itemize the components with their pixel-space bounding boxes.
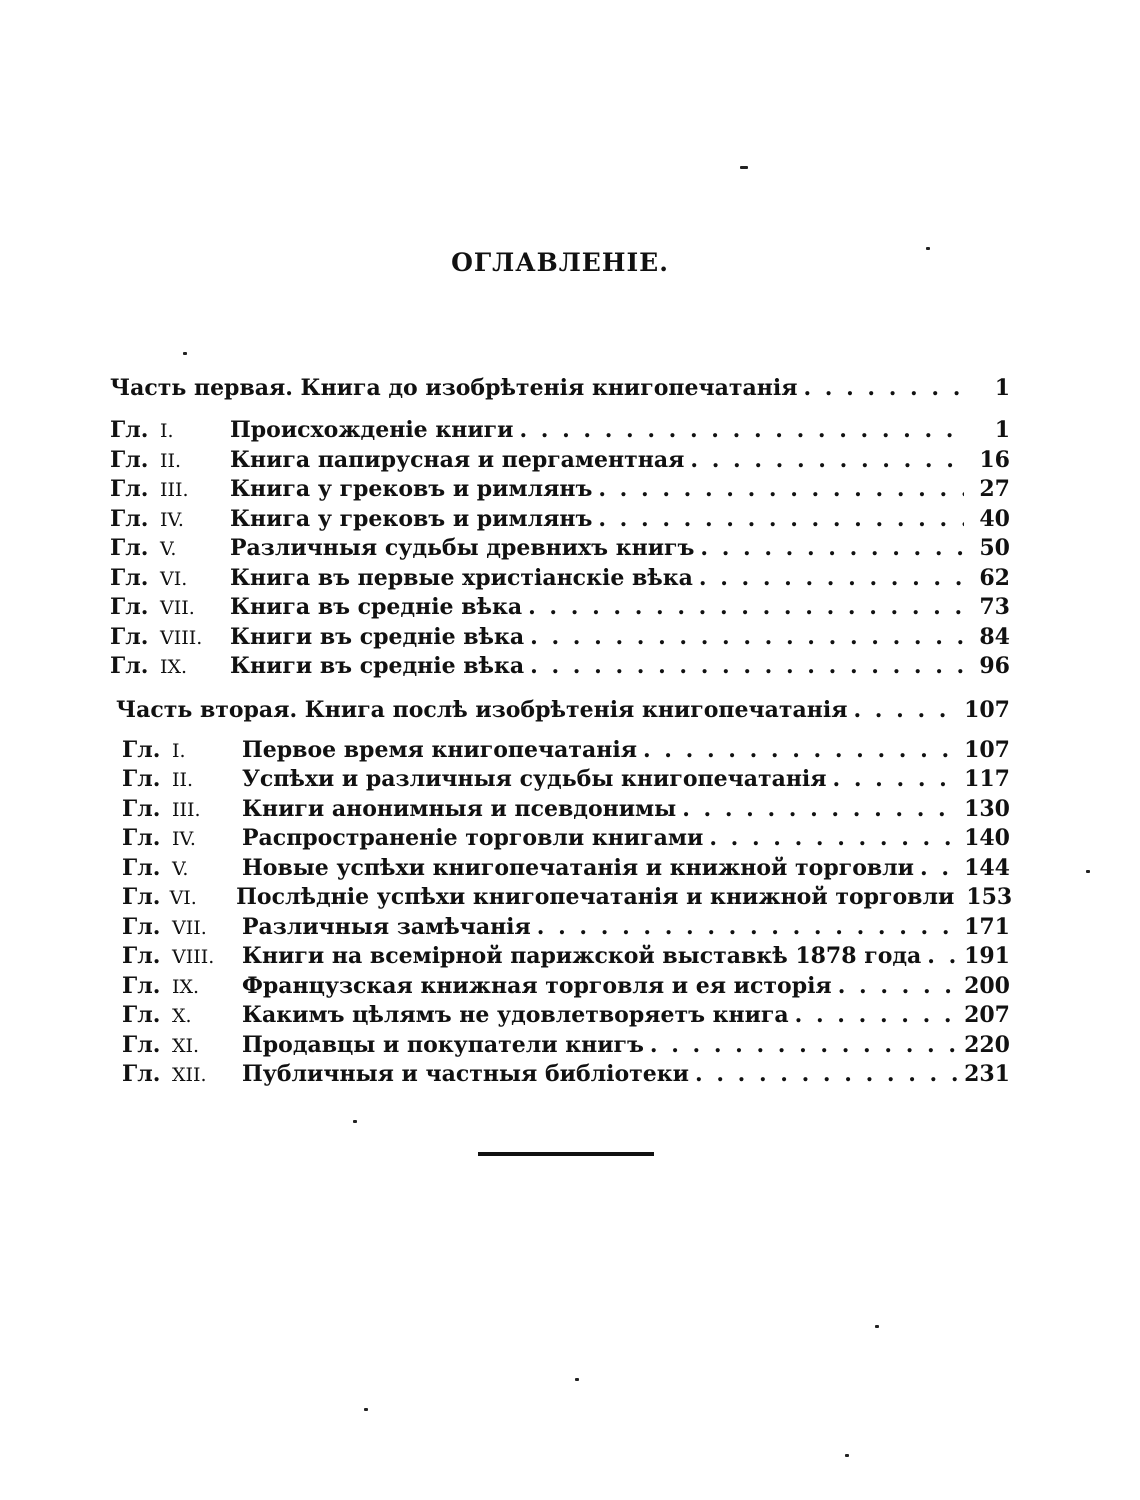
leader-dots xyxy=(690,446,964,476)
chapter-title: Книги въ средніе вѣка xyxy=(230,653,525,679)
chapter-number: VIII. xyxy=(160,626,203,649)
toc-entry xyxy=(122,972,1010,1002)
chapter-abbr: Гл. xyxy=(122,1061,161,1087)
chapter-number: VIII. xyxy=(172,946,215,968)
leader-dots xyxy=(833,765,959,795)
chapter-list-second xyxy=(110,736,1013,1090)
toc-entry xyxy=(122,795,1010,825)
leader-dots xyxy=(537,913,958,943)
toc-entry xyxy=(122,1001,1010,1031)
toc-entry xyxy=(122,1060,1010,1090)
toc-entry xyxy=(122,736,1010,766)
chapter-abbr: Гл. xyxy=(110,446,149,473)
chapter-number: I. xyxy=(172,739,186,762)
leader-dots xyxy=(695,1060,958,1090)
chapter-number: II. xyxy=(172,769,194,791)
chapter-title: Первое время книгопечатанія xyxy=(242,736,637,763)
chapter-abbr: Гл. xyxy=(110,623,149,650)
chapter-abbr: Гл. xyxy=(110,564,149,591)
chapter-title: Успѣхи и различныя судьбы книгопечатанія xyxy=(242,766,827,792)
chapter-abbr: Гл. xyxy=(122,972,161,999)
chapter-number: IX. xyxy=(160,656,188,678)
part-heading-second xyxy=(110,692,1010,728)
print-speck xyxy=(183,352,187,355)
chapter-page-number: 200 xyxy=(964,972,1010,999)
toc-entry xyxy=(110,564,1010,594)
leader-dots xyxy=(699,564,964,594)
leader-dots xyxy=(519,416,964,446)
toc-entry xyxy=(110,416,1010,446)
leader-dots xyxy=(927,942,958,972)
chapter-abbr: Гл. xyxy=(110,505,149,532)
chapter-page-number: 16 xyxy=(979,446,1010,473)
chapter-title: Различныя замѣчанія xyxy=(242,913,531,940)
chapter-number: I. xyxy=(160,420,174,442)
chapter-title: Книга въ первые христіанскіе вѣка xyxy=(230,564,693,591)
page-title: ОГЛАВЛЕНІЕ. xyxy=(451,248,669,277)
chapter-page-number: 1 xyxy=(994,417,1010,443)
toc-entry xyxy=(110,652,1010,682)
chapter-number: VI. xyxy=(169,887,197,909)
chapter-title: Публичныя и частныя библіотеки xyxy=(242,1061,690,1087)
toc-entry xyxy=(110,475,1010,505)
chapter-page-number: 140 xyxy=(964,825,1010,851)
chapter-page-number: 231 xyxy=(964,1061,1010,1087)
chapter-list-first xyxy=(110,416,1010,682)
chapter-page-number: 84 xyxy=(979,623,1010,650)
part-page-number: 107 xyxy=(964,696,1010,723)
leader-dots xyxy=(598,505,964,535)
leader-dots xyxy=(650,1031,958,1061)
chapter-page-number: 144 xyxy=(964,854,1010,881)
chapter-page-number: 171 xyxy=(964,913,1010,940)
chapter-title: Книга у грековъ и римлянъ xyxy=(230,505,593,532)
chapter-number: VI. xyxy=(160,567,188,590)
chapter-page-number: 40 xyxy=(979,505,1010,532)
chapter-title: Книги на всемірной парижской выставкѣ 1878 года xyxy=(242,943,922,969)
chapter-title: Книга у грековъ и римлянъ xyxy=(230,476,593,502)
print-speck xyxy=(364,1408,368,1411)
chapter-number: III. xyxy=(160,479,189,501)
print-speck xyxy=(845,1454,849,1457)
leader-dots xyxy=(700,534,964,564)
toc-entry xyxy=(110,623,1010,653)
chapter-abbr: Гл. xyxy=(122,825,161,851)
toc-entry xyxy=(122,913,1010,943)
chapter-abbr: Гл. xyxy=(110,653,149,679)
toc-entry xyxy=(122,1031,1010,1061)
chapter-number: VII. xyxy=(160,597,195,619)
chapter-abbr: Гл. xyxy=(122,854,161,881)
chapter-title: Книга въ средніе вѣка xyxy=(230,594,523,620)
part-label: Часть вторая. Книга послѣ изобрѣтенія книгопечатанія xyxy=(116,696,848,723)
leader-dots xyxy=(920,854,958,884)
chapter-number: IV. xyxy=(160,508,184,531)
toc-entry xyxy=(122,942,1010,972)
chapter-page-number: 130 xyxy=(964,795,1010,822)
part-label: Часть первая. Книга до изобрѣтенія книгопечатанія xyxy=(110,375,798,401)
chapter-page-number: 50 xyxy=(979,535,1010,561)
leader-dots xyxy=(838,972,958,1002)
chapter-title: Послѣдніе успѣхи книгопечатанія и книжной торговли xyxy=(236,884,955,910)
chapter-page-number: 27 xyxy=(979,476,1010,502)
chapter-page-number: 117 xyxy=(964,766,1010,792)
chapter-page-number: 107 xyxy=(964,736,1010,763)
toc-entry xyxy=(122,824,1010,854)
leader-dots xyxy=(598,475,964,505)
chapter-title: Книги въ средніе вѣка xyxy=(230,623,525,650)
chapter-title: Новые успѣхи книгопечатанія и книжной торговли xyxy=(242,854,914,881)
chapter-abbr: Гл. xyxy=(122,943,161,969)
chapter-abbr: Гл. xyxy=(110,594,149,620)
chapter-number: V. xyxy=(172,857,189,880)
print-speck xyxy=(575,1378,579,1381)
leader-dots xyxy=(530,652,964,682)
part-heading-first xyxy=(110,370,1010,406)
leader-dots xyxy=(528,593,964,623)
print-speck xyxy=(875,1325,879,1328)
toc-entry xyxy=(122,765,1010,795)
chapter-page-number: 220 xyxy=(964,1031,1010,1058)
leader-dots xyxy=(682,795,958,825)
print-speck xyxy=(353,1120,357,1123)
chapter-page-number: 62 xyxy=(979,564,1010,591)
chapter-abbr: Гл. xyxy=(122,766,161,792)
toc-entry xyxy=(110,534,1010,564)
toc-entry xyxy=(122,854,1010,884)
chapter-number: III. xyxy=(172,798,201,821)
chapter-title: Книги анонимныя и псевдонимы xyxy=(242,795,677,822)
chapter-number: IX. xyxy=(172,975,200,998)
leader-dots xyxy=(709,824,958,854)
chapter-abbr: Гл. xyxy=(110,476,149,502)
chapter-number: II. xyxy=(160,449,182,472)
chapter-abbr: Гл. xyxy=(122,1002,161,1028)
leader-dots xyxy=(530,623,964,653)
chapter-title: Какимъ цѣлямъ не удовлетворяетъ книга xyxy=(242,1002,789,1028)
toc-entry xyxy=(110,446,1010,476)
chapter-page-number: 96 xyxy=(979,653,1010,679)
chapter-page-number: 207 xyxy=(964,1002,1010,1028)
chapter-abbr: Гл. xyxy=(110,417,149,443)
chapter-title: Происхожденіе книги xyxy=(230,417,514,443)
closing-rule xyxy=(478,1152,654,1156)
chapter-number: IV. xyxy=(172,828,196,850)
chapter-number: XII. xyxy=(172,1064,207,1086)
chapter-abbr: Гл. xyxy=(122,884,161,910)
leader-dots xyxy=(795,1001,958,1031)
leader-dots xyxy=(853,692,958,728)
toc-entry xyxy=(110,593,1010,623)
chapter-number: X. xyxy=(172,1005,192,1027)
print-speck xyxy=(1086,870,1090,873)
chapter-abbr: Гл. xyxy=(122,795,161,822)
print-speck xyxy=(740,166,748,169)
chapter-title: Продавцы и покупатели книгъ xyxy=(242,1031,644,1058)
chapter-number: VII. xyxy=(172,916,207,939)
chapter-abbr: Гл. xyxy=(122,736,161,763)
chapter-abbr: Гл. xyxy=(122,1031,161,1058)
chapter-title: Французская книжная торговля и ея исторія xyxy=(242,972,832,999)
chapter-page-number: 191 xyxy=(964,943,1010,969)
chapter-abbr: Гл. xyxy=(122,913,161,940)
chapter-page-number: 73 xyxy=(979,594,1010,620)
toc-entry xyxy=(122,883,1013,913)
chapter-number: XI. xyxy=(172,1034,200,1057)
chapter-title: Различныя судьбы древнихъ книгъ xyxy=(230,535,695,561)
chapter-page-number: 153 xyxy=(966,884,1013,910)
chapter-number: V. xyxy=(160,538,177,560)
leader-dots xyxy=(803,370,964,406)
table-of-contents xyxy=(110,370,1013,1096)
leader-dots xyxy=(643,736,958,766)
chapter-title: Распространеніе торговли книгами xyxy=(242,825,704,851)
toc-entry xyxy=(110,505,1010,535)
part-page-number: 1 xyxy=(994,375,1010,401)
chapter-title: Книга папирусная и пергаментная xyxy=(230,446,685,473)
chapter-abbr: Гл. xyxy=(110,535,149,561)
